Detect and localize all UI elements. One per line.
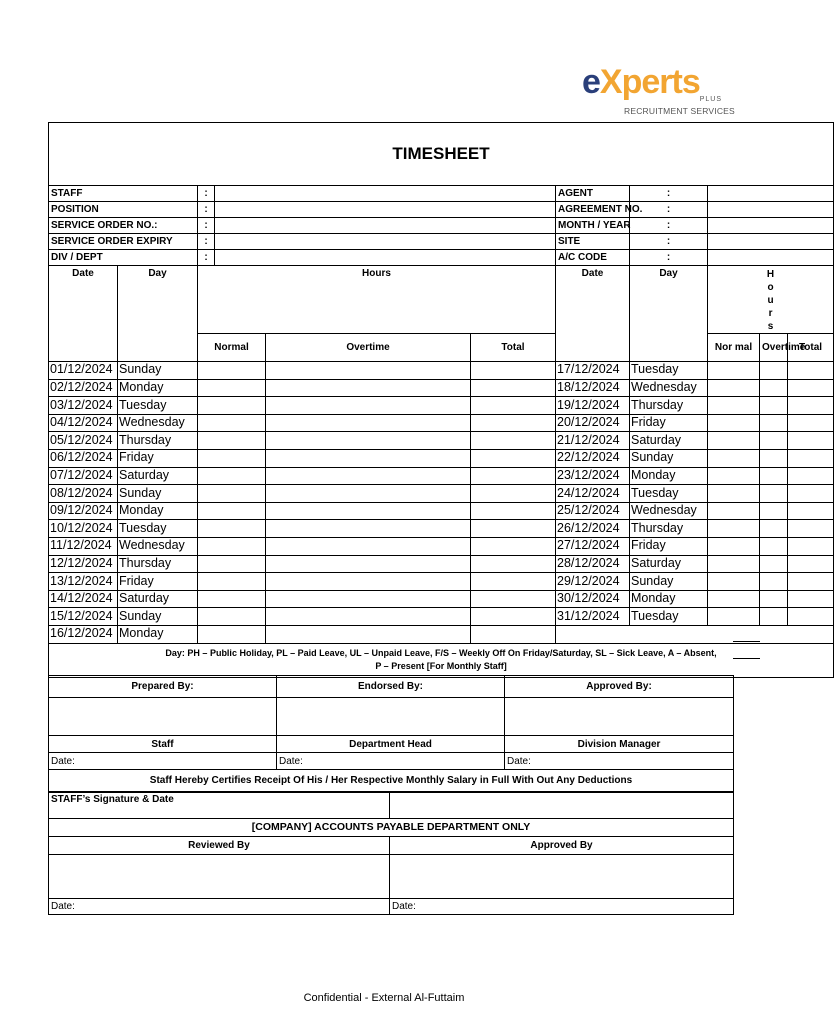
row-day-right: Saturday [630,432,708,450]
row-day: Sunday [118,608,198,626]
date-header-right: Date [556,266,630,362]
row-date-right: 21/12/2024 [556,432,630,450]
row-date: 02/12/2024 [49,379,118,397]
row-date: 15/12/2024 [49,608,118,626]
info-label-right: AGENT [556,186,630,202]
div-manager-date-field[interactable]: Date: [505,753,734,770]
day-header: Day [118,266,198,362]
footer-classification: Confidential - External Al-Futtaim [303,992,465,1004]
total-hours-cell-right[interactable] [788,537,834,555]
total-hours-cell-right[interactable] [788,467,834,485]
row-date-right: 22/12/2024 [556,449,630,467]
staff-signature-field[interactable] [390,793,734,819]
info-colon: : [198,234,215,250]
endorsed-by-label: Endorsed By: [277,676,505,698]
row-day-right: Monday [630,467,708,485]
normal-hours-cell[interactable] [198,502,266,520]
overtime-hours-cell-right[interactable] [760,555,788,573]
normal-header-right: Nor mal [708,334,760,362]
row-day: Sunday [118,485,198,503]
overtime-hours-cell-right[interactable] [760,590,788,608]
total-hours-cell-right[interactable] [788,555,834,573]
total-hours-cell-right[interactable] [788,379,834,397]
row-day-right: Friday [630,537,708,555]
timesheet-table [48,122,834,678]
info-value-left[interactable] [215,218,556,234]
info-value-left[interactable] [215,250,556,266]
table-row [49,625,834,643]
total-hours-cell-right[interactable] [788,397,834,415]
normal-hours-cell-right[interactable] [708,485,760,503]
row-day: Monday [118,502,198,520]
info-colon: : [198,186,215,202]
row-day: Saturday [118,467,198,485]
empty-cell [556,625,834,643]
total-hours-cell-right[interactable] [788,520,834,538]
info-value-right[interactable] [708,218,834,234]
table-row [49,362,834,380]
info-label-right: MONTH / YEAR [556,218,630,234]
row-day-right: Wednesday [630,379,708,397]
overtime-hours-cell-right[interactable] [760,573,788,591]
row-day: Thursday [118,555,198,573]
total-hours-cell[interactable] [471,590,556,608]
info-colon: : [630,250,708,266]
page-title: TIMESHEET [49,123,834,186]
row-day: Monday [118,379,198,397]
staff-signature-table [48,792,734,819]
row-date: 12/12/2024 [49,555,118,573]
info-colon: : [198,202,215,218]
overtime-hours-cell-right[interactable] [760,379,788,397]
row-day: Tuesday [118,520,198,538]
total-hours-cell-right[interactable] [788,362,834,380]
normal-hours-cell-right[interactable] [708,502,760,520]
overtime-hours-cell[interactable] [266,397,471,415]
info-value-left[interactable] [215,202,556,218]
info-label-right: AGREEMENT NO. [556,202,630,218]
department-head-label: Department Head [277,736,505,753]
overtime-hours-cell[interactable] [266,573,471,591]
total-hours-cell[interactable] [471,379,556,397]
total-hours-cell[interactable] [471,573,556,591]
normal-hours-cell[interactable] [198,379,266,397]
overtime-hours-cell[interactable] [266,590,471,608]
accounts-table [48,818,734,915]
overtime-hours-cell-right[interactable] [760,414,788,432]
overtime-hours-cell[interactable] [266,432,471,450]
overtime-hours-cell-right[interactable] [760,485,788,503]
table-row [49,467,834,485]
overtime-hours-cell[interactable] [266,520,471,538]
info-label-left: SERVICE ORDER NO.: [49,218,198,234]
row-day-right: Sunday [630,573,708,591]
normal-hours-cell-right[interactable] [708,537,760,555]
row-date-right: 26/12/2024 [556,520,630,538]
approved-signature-field[interactable] [505,698,734,736]
prepared-by-label: Prepared By: [49,676,277,698]
normal-hours-cell-right[interactable] [708,608,760,626]
logo-wordmark: eXperts [582,63,700,101]
table-row [49,449,834,467]
row-date-right: 17/12/2024 [556,362,630,380]
overtime-hours-cell[interactable] [266,449,471,467]
normal-hours-cell-right[interactable] [708,397,760,415]
date-header: Date [49,266,118,362]
total-hours-cell[interactable] [471,625,556,643]
info-colon: : [630,202,708,218]
overtime-hours-cell-right[interactable] [760,537,788,555]
table-row [49,414,834,432]
normal-hours-cell[interactable] [198,625,266,643]
normal-hours-cell[interactable] [198,555,266,573]
dept-head-date-field[interactable]: Date: [277,753,505,770]
row-day: Sunday [118,362,198,380]
normal-hours-cell[interactable] [198,467,266,485]
row-date: 08/12/2024 [49,485,118,503]
overtime-hours-cell[interactable] [266,502,471,520]
company-logo [582,62,735,118]
info-value-right[interactable] [708,202,834,218]
reviewed-date-field[interactable]: Date: [49,899,390,915]
normal-hours-cell[interactable] [198,414,266,432]
row-date-right: 27/12/2024 [556,537,630,555]
endorsed-signature-field[interactable] [277,698,505,736]
total-hours-cell[interactable] [471,362,556,380]
overtime-hours-cell[interactable] [266,362,471,380]
row-date-right: 23/12/2024 [556,467,630,485]
overtime-hours-cell-right[interactable] [760,608,788,626]
total-hours-cell-right[interactable] [788,608,834,626]
overtime-hours-cell[interactable] [266,537,471,555]
legend-line-1: Day: PH – Public Holiday, PL – Paid Leave, UL – Unpaid Leave, F/S – Weekly Off On Friday/Saturday, SL – Sick Leave, A – Absent, [165,647,717,658]
table-row [49,555,834,573]
table-row [49,432,834,450]
row-date: 03/12/2024 [49,397,118,415]
total-hours-cell[interactable] [471,449,556,467]
row-date: 13/12/2024 [49,573,118,591]
overtime-hours-cell[interactable] [266,485,471,503]
overtime-hours-cell[interactable] [266,467,471,485]
normal-hours-cell[interactable] [198,485,266,503]
table-row [49,520,834,538]
prepared-signature-field[interactable] [49,698,277,736]
info-value-right[interactable] [708,186,834,202]
overtime-hours-cell[interactable] [266,625,471,643]
normal-hours-cell-right[interactable] [708,590,760,608]
normal-hours-cell-right[interactable] [708,467,760,485]
normal-hours-cell[interactable] [198,590,266,608]
row-date-right: 18/12/2024 [556,379,630,397]
normal-hours-cell[interactable] [198,397,266,415]
normal-hours-cell-right[interactable] [708,362,760,380]
row-day-right: Tuesday [630,485,708,503]
row-day: Friday [118,573,198,591]
total-header: Total [471,334,556,362]
row-date: 06/12/2024 [49,449,118,467]
table-row [49,502,834,520]
table-row [49,537,834,555]
normal-hours-cell-right[interactable] [708,414,760,432]
table-row [49,608,834,626]
approved-by-label: Approved By: [505,676,734,698]
normal-hours-cell-right[interactable] [708,573,760,591]
total-hours-cell-right[interactable] [788,573,834,591]
total-hours-cell-right[interactable] [788,485,834,503]
total-hours-cell-right[interactable] [788,449,834,467]
total-hours-cell[interactable] [471,467,556,485]
normal-hours-cell[interactable] [198,520,266,538]
total-hours-cell[interactable] [471,537,556,555]
reviewed-by-label: Reviewed By [49,837,390,855]
row-date: 16/12/2024 [49,625,118,643]
normal-hours-cell[interactable] [198,608,266,626]
accounts-approved-date-field[interactable]: Date: [390,899,734,915]
row-date: 05/12/2024 [49,432,118,450]
row-day: Wednesday [118,537,198,555]
total-hours-cell[interactable] [471,414,556,432]
row-day: Saturday [118,590,198,608]
total-hours-cell[interactable] [471,520,556,538]
accounts-payable-header: [COMPANY] ACCOUNTS PAYABLE DEPARTMENT ONLY [49,819,734,837]
row-day-right: Tuesday [630,608,708,626]
overtime-hours-cell-right[interactable] [760,362,788,380]
info-value-right[interactable] [708,234,834,250]
signoff-table [48,675,734,792]
overtime-hours-cell-right[interactable] [760,467,788,485]
total-hours-cell-right[interactable] [788,432,834,450]
overtime-header-right: Overtime [760,334,788,362]
division-manager-label: Division Manager [505,736,734,753]
overtime-hours-cell-right[interactable] [760,520,788,538]
info-colon: : [198,218,215,234]
normal-hours-cell-right[interactable] [708,555,760,573]
info-value-left[interactable] [215,186,556,202]
overtime-hours-cell-right[interactable] [760,432,788,450]
normal-hours-cell-right[interactable] [708,379,760,397]
hours-header-right: H o u r s [708,266,834,334]
total-hours-cell[interactable] [471,485,556,503]
row-day-right: Sunday [630,449,708,467]
info-colon: : [198,250,215,266]
overtime-header: Overtime [266,334,471,362]
row-date: 01/12/2024 [49,362,118,380]
info-colon: : [630,186,708,202]
overtime-hours-cell[interactable] [266,555,471,573]
logo-subtitle: RECRUITMENT SERVICES [624,106,735,116]
row-day: Friday [118,449,198,467]
row-date: 07/12/2024 [49,467,118,485]
info-colon: : [630,234,708,250]
row-date: 11/12/2024 [49,537,118,555]
row-date-right: 20/12/2024 [556,414,630,432]
legend-line-2: P – Present [For Monthly Staff] [375,661,507,671]
info-label-right: A/C CODE [556,250,630,266]
table-row [49,379,834,397]
row-day-right: Thursday [630,520,708,538]
total-hours-cell-right[interactable] [788,590,834,608]
info-label-left: SERVICE ORDER EXPIRY [49,234,198,250]
normal-hours-cell[interactable] [198,432,266,450]
info-label-left: STAFF [49,186,198,202]
overtime-hours-cell[interactable] [266,414,471,432]
row-day: Monday [118,625,198,643]
normal-hours-cell[interactable] [198,573,266,591]
hours-header: Hours [198,266,556,334]
normal-hours-cell[interactable] [198,537,266,555]
row-date-right: 31/12/2024 [556,608,630,626]
accounts-approved-signature-field[interactable] [390,855,734,899]
row-day-right: Tuesday [630,362,708,380]
row-day-right: Thursday [630,397,708,415]
overtime-hours-cell[interactable] [266,379,471,397]
row-day: Tuesday [118,397,198,415]
row-day-right: Monday [630,590,708,608]
info-value-right[interactable] [708,250,834,266]
row-date: 14/12/2024 [49,590,118,608]
row-date-right: 25/12/2024 [556,502,630,520]
overtime-hours-cell-right[interactable] [760,449,788,467]
info-label-left: POSITION [49,202,198,218]
certification-text: Staff Hereby Certifies Receipt Of His / Her Respective Monthly Salary in Full With Out Any Deductions [49,770,734,792]
normal-hours-cell-right[interactable] [708,432,760,450]
table-row [49,573,834,591]
staff-signature-label: STAFF’s Signature & Date [49,793,390,819]
row-date: 04/12/2024 [49,414,118,432]
row-day: Wednesday [118,414,198,432]
staff-date-field[interactable]: Date: [49,753,277,770]
normal-hours-cell-right[interactable] [708,520,760,538]
accounts-approved-by-label: Approved By [390,837,734,855]
row-day: Thursday [118,432,198,450]
total-hours-cell-right[interactable] [788,414,834,432]
reviewed-signature-field[interactable] [49,855,390,899]
total-hours-cell[interactable] [471,502,556,520]
total-hours-cell-right[interactable] [788,502,834,520]
info-colon: : [630,218,708,234]
row-date-right: 30/12/2024 [556,590,630,608]
row-day-right: Wednesday [630,502,708,520]
legend [49,643,834,677]
info-label-right: SITE [556,234,630,250]
overtime-hours-cell-right[interactable] [760,502,788,520]
table-row [49,590,834,608]
overtime-hours-cell-right[interactable] [760,397,788,415]
normal-hours-cell[interactable] [198,449,266,467]
staff-label: Staff [49,736,277,753]
total-hours-cell[interactable] [471,555,556,573]
info-label-left: DIV / DEPT [49,250,198,266]
table-row [49,485,834,503]
row-date-right: 24/12/2024 [556,485,630,503]
day-header-right: Day [630,266,708,362]
row-date: 10/12/2024 [49,520,118,538]
overtime-hours-cell[interactable] [266,608,471,626]
row-date: 09/12/2024 [49,502,118,520]
total-hours-cell[interactable] [471,397,556,415]
table-row [49,397,834,415]
total-hours-cell[interactable] [471,608,556,626]
row-date-right: 29/12/2024 [556,573,630,591]
row-day-right: Saturday [630,555,708,573]
row-date-right: 19/12/2024 [556,397,630,415]
total-header-right: Total [788,334,834,362]
normal-hours-cell[interactable] [198,362,266,380]
info-value-left[interactable] [215,234,556,250]
logo-plus: PLUS [699,96,722,103]
total-hours-cell[interactable] [471,432,556,450]
row-date-right: 28/12/2024 [556,555,630,573]
row-day-right: Friday [630,414,708,432]
normal-header: Normal [198,334,266,362]
normal-hours-cell-right[interactable] [708,449,760,467]
